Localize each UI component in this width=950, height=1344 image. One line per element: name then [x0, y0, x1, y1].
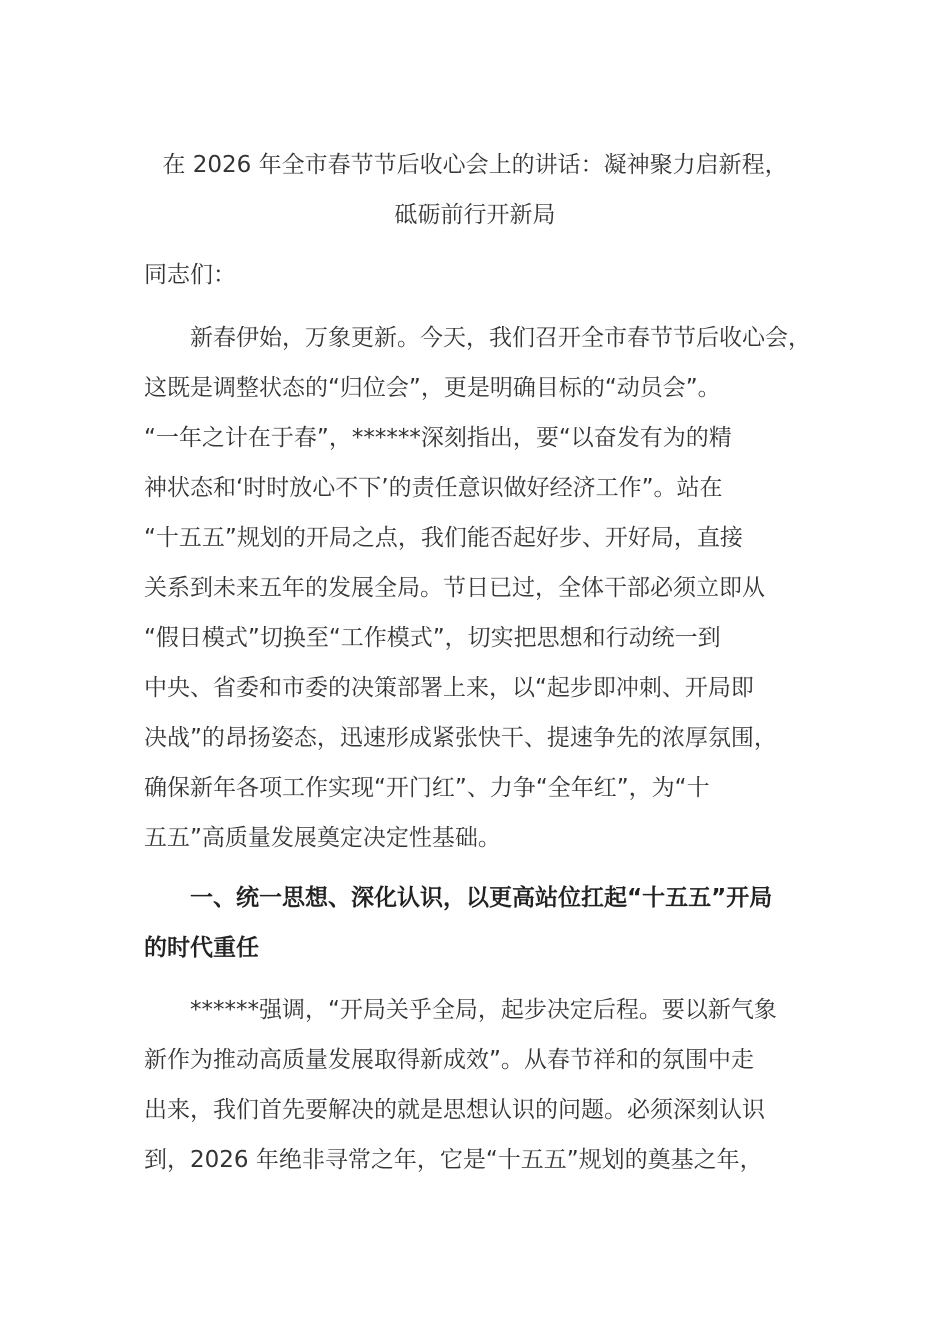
text-line: 这既是调整状态的“归位会”，更是明确目标的“动员会”。 [144, 375, 721, 401]
text-line: 神状态和‘时时放心不下’的责任意识做好经济工作”。站在 [144, 475, 723, 501]
text-line: 确保新年各项工作实现“开门红”、力争“全年红”，为“十 [144, 775, 710, 801]
text-line: ******强调，“开局关乎全局，起步决定后程。要以新气象 [144, 997, 777, 1023]
text-line: 新春伊始，万象更新。今天，我们召开全市春节节后收心会， [144, 325, 811, 351]
document-title-line-1: 在 2026 年全市春节节后收心会上的讲话：凝神聚力启新程， [162, 152, 788, 178]
text-line: 关系到未来五年的发展全局。节日已过，全体干部必须立即从 [144, 575, 765, 601]
text-line: 中央、省委和市委的决策部署上来，以“起步即冲刺、开局即 [144, 675, 754, 701]
text-line: 出来，我们首先要解决的就是思想认识的问题。必须深刻认识 [144, 1097, 765, 1123]
text-line: 五五”高质量发展奠定决定性基础。 [144, 825, 501, 851]
text-line: 到，2026 年绝非寻常之年，它是“十五五”规划的奠基之年， [144, 1147, 763, 1173]
text-line: “一年之计在于春”，******深刻指出，要“以奋发有为的精 [144, 425, 732, 451]
salutation: 同志们： [144, 262, 236, 288]
text-line: 新作为推动高质量发展取得新成效”。从春节祥和的氛围中走 [144, 1047, 754, 1073]
text-line: “十五五”规划的开局之点，我们能否起好步、开好局，直接 [144, 525, 743, 551]
heading-line: 的时代重任 [144, 935, 259, 961]
text-line: 决战”的昂扬姿态，迅速形成紧张快干、提速争先的浓厚氛围， [144, 725, 777, 751]
heading-line: 一、统一思想、深化认识，以更高站位扛起“十五五”开局 [144, 885, 773, 911]
text-line: “假日模式”切换至“工作模式”，切实把思想和行动统一到 [144, 625, 721, 651]
document-title-line-2: 砥砺前行开新局 [394, 202, 556, 228]
